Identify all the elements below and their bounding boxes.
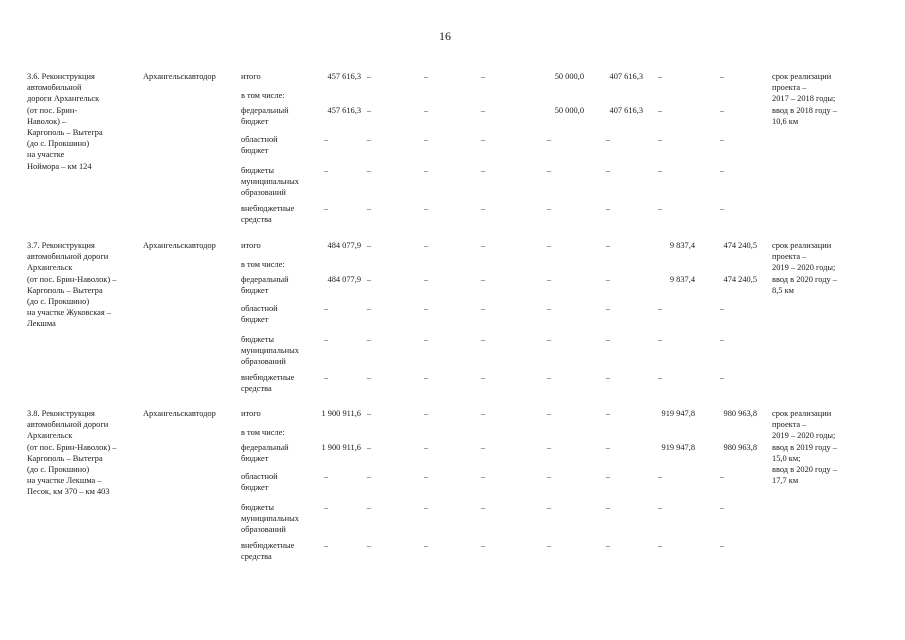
amount-cell: – xyxy=(423,503,429,512)
funding-source-label: средства xyxy=(241,384,272,394)
amount-cell: – xyxy=(605,443,611,452)
amount-cell: – xyxy=(605,541,611,550)
amount-cell: – xyxy=(423,373,429,382)
amount-cell: 407 616,3 xyxy=(609,106,643,115)
note-line: ввод в 2020 году – xyxy=(772,274,837,284)
funding-source-label: бюджет xyxy=(241,315,269,325)
funding-source-label: образований xyxy=(241,188,286,198)
amount-cell: – xyxy=(323,472,329,481)
funding-source-label: средства xyxy=(241,215,272,225)
project-title-line: Песок, км 370 – км 403 xyxy=(27,487,110,497)
amount-cell: – xyxy=(605,304,611,313)
funding-source-label: бюджет xyxy=(241,454,269,464)
amount-cell: – xyxy=(423,106,429,115)
amount-cell: – xyxy=(480,335,486,344)
amount-cell: – xyxy=(657,304,663,313)
amount-cell: – xyxy=(605,503,611,512)
amount-cell: 50 000,0 xyxy=(554,106,584,115)
amount-cell: – xyxy=(366,541,372,550)
amount-cell: – xyxy=(423,241,429,250)
amount-cell: 457 616,3 xyxy=(327,106,361,115)
project-title-line: на участке xyxy=(27,150,65,160)
amount-cell: – xyxy=(719,373,725,382)
amount-cell: – xyxy=(546,204,552,213)
amount-cell: – xyxy=(657,166,663,175)
amount-cell: – xyxy=(423,166,429,175)
note-line: 17,7 км xyxy=(772,476,799,486)
amount-cell: – xyxy=(719,472,725,481)
amount-cell: 9 837,4 xyxy=(669,275,695,284)
amount-cell: – xyxy=(719,541,725,550)
amount-cell: – xyxy=(480,472,486,481)
amount-cell: – xyxy=(480,166,486,175)
amount-cell: – xyxy=(323,373,329,382)
amount-cell: – xyxy=(366,335,372,344)
project-title-line: на участке Лекшма – xyxy=(27,476,102,486)
project-title-line: Каргополь – Вытегра xyxy=(27,285,103,295)
amount-cell: – xyxy=(657,204,663,213)
amount-cell: 1 900 911,6 xyxy=(321,443,361,452)
amount-cell: – xyxy=(366,135,372,144)
amount-cell: – xyxy=(366,472,372,481)
funding-source-label: итого xyxy=(241,409,261,418)
amount-cell: – xyxy=(480,541,486,550)
amount-cell: 484 077,9 xyxy=(327,275,361,284)
executor: Архангельскавтодор xyxy=(143,409,216,418)
project-title-line: автомобильной дороги xyxy=(27,420,109,430)
project-title-line: (от пос. Брин-Наволок) – xyxy=(27,442,117,452)
note-line: 10,6 км xyxy=(772,116,799,126)
amount-cell: – xyxy=(423,472,429,481)
funding-source-label: федеральный xyxy=(241,275,289,284)
amount-cell: 474 240,5 xyxy=(723,241,757,250)
amount-cell: – xyxy=(423,443,429,452)
project-title-line: Архангельск xyxy=(27,431,73,441)
project-title-line: 3.7. Реконструкция xyxy=(27,241,95,250)
amount-cell: – xyxy=(366,373,372,382)
project-title-line: (до с. Прокшино) xyxy=(27,465,90,474)
funding-source-label: бюджет xyxy=(241,483,269,493)
funding-source-label: федеральный xyxy=(241,443,289,452)
amount-cell: – xyxy=(323,335,329,344)
amount-cell: – xyxy=(605,135,611,144)
amount-cell: – xyxy=(546,166,552,175)
amount-cell: 50 000,0 xyxy=(554,72,584,81)
amount-cell: – xyxy=(546,304,552,313)
amount-cell: – xyxy=(366,106,372,115)
funding-source-label: образований xyxy=(241,357,286,367)
project-title-line: Каргополь – Вытегра xyxy=(27,453,103,463)
amount-cell: – xyxy=(657,106,663,115)
amount-cell: 1 900 911,6 xyxy=(321,409,361,418)
amount-cell: – xyxy=(546,275,552,284)
amount-cell: – xyxy=(423,541,429,550)
amount-cell: – xyxy=(657,335,663,344)
funding-source-label: областной xyxy=(241,135,278,144)
note-line: 15,0 км; xyxy=(772,453,801,463)
amount-cell: – xyxy=(657,503,663,512)
amount-cell: – xyxy=(323,204,329,213)
project-title-line: (от пос. Брин- xyxy=(27,105,78,115)
amount-cell: – xyxy=(366,166,372,175)
project-title-line: 3.8. Реконструкция xyxy=(27,409,95,418)
amount-cell: 407 616,3 xyxy=(609,72,643,81)
amount-cell: – xyxy=(480,72,486,81)
amount-cell: – xyxy=(366,241,372,250)
amount-cell: – xyxy=(480,135,486,144)
amount-cell: – xyxy=(657,135,663,144)
amount-cell: – xyxy=(366,204,372,213)
amount-cell: – xyxy=(657,72,663,81)
amount-cell: – xyxy=(719,204,725,213)
executor: Архангельскавтодор xyxy=(143,241,216,250)
amount-cell: – xyxy=(323,135,329,144)
amount-cell: – xyxy=(366,72,372,81)
amount-cell: 919 947,8 xyxy=(661,409,695,418)
amount-cell: – xyxy=(423,204,429,213)
funding-source-label: в том числе: xyxy=(241,428,285,437)
amount-cell: – xyxy=(323,503,329,512)
project-title-line: (от пос. Брин-Наволок) – xyxy=(27,274,117,284)
note-line: ввод в 2018 году – xyxy=(772,105,837,115)
amount-cell: – xyxy=(546,135,552,144)
amount-cell: – xyxy=(480,503,486,512)
amount-cell: – xyxy=(366,443,372,452)
amount-cell: – xyxy=(546,541,552,550)
funding-source-label: внебюджетные xyxy=(241,204,295,213)
note-line: 2017 – 2018 годы; xyxy=(772,94,836,104)
amount-cell: 457 616,3 xyxy=(327,72,361,81)
amount-cell: – xyxy=(423,275,429,284)
amount-cell: – xyxy=(605,275,611,284)
amount-cell: – xyxy=(546,503,552,512)
note-line: срок реализации xyxy=(772,72,832,81)
page-number: 16 xyxy=(439,29,451,43)
funding-source-label: областной xyxy=(241,472,278,481)
funding-source-label: бюджет xyxy=(241,117,269,127)
amount-cell: – xyxy=(657,541,663,550)
note-line: ввод в 2020 году – xyxy=(772,465,837,474)
funding-source-label: бюджеты xyxy=(241,503,275,512)
amount-cell: – xyxy=(719,335,725,344)
funding-source-label: областной xyxy=(241,304,278,313)
amount-cell: – xyxy=(719,304,725,313)
amount-cell: – xyxy=(605,409,611,418)
project-title-line: дороги Архангельск xyxy=(27,94,100,104)
amount-cell: – xyxy=(323,166,329,175)
note-line: проекта – xyxy=(772,420,807,430)
amount-cell: – xyxy=(546,409,552,418)
amount-cell: – xyxy=(480,373,486,382)
note-line: 2019 – 2020 годы; xyxy=(772,431,836,441)
amount-cell: – xyxy=(605,204,611,213)
note-line: проекта – xyxy=(772,252,807,262)
amount-cell: – xyxy=(719,166,725,175)
amount-cell: – xyxy=(546,443,552,452)
amount-cell: – xyxy=(366,275,372,284)
project-title-line: Наволок) – xyxy=(27,116,67,126)
amount-cell: – xyxy=(719,135,725,144)
funding-source-label: образований xyxy=(241,525,286,535)
amount-cell: – xyxy=(546,241,552,250)
project-title-line: (до с. Прокшино) xyxy=(27,139,90,149)
note-line: проекта – xyxy=(772,83,807,93)
amount-cell: – xyxy=(323,304,329,313)
project-title-line: Ноймора – км 124 xyxy=(27,161,92,171)
note-line: срок реализации xyxy=(772,409,832,418)
amount-cell: – xyxy=(423,135,429,144)
project-title-line: (до с. Прокшино) xyxy=(27,297,90,306)
amount-cell: – xyxy=(423,335,429,344)
amount-cell: 919 947,8 xyxy=(661,443,695,452)
amount-cell: – xyxy=(480,443,486,452)
amount-cell: – xyxy=(657,373,663,382)
project-title-line: Каргополь – Вытегра xyxy=(27,128,103,137)
project-title-line: Лекшма xyxy=(27,319,56,329)
funding-source-label: муниципальных xyxy=(241,346,299,356)
amount-cell: 9 837,4 xyxy=(669,241,695,250)
amount-cell: – xyxy=(546,373,552,382)
funding-source-label: итого xyxy=(241,241,261,250)
amount-cell: – xyxy=(719,106,725,115)
project-title-line: Архангельск xyxy=(27,263,73,273)
amount-cell: – xyxy=(605,335,611,344)
amount-cell: – xyxy=(366,409,372,418)
executor: Архангельскавтодор xyxy=(143,72,216,81)
funding-source-label: бюджет xyxy=(241,286,269,296)
project-title-line: на участке Жуковская – xyxy=(27,308,111,318)
amount-cell: – xyxy=(546,335,552,344)
amount-cell: – xyxy=(605,373,611,382)
amount-cell: – xyxy=(546,472,552,481)
amount-cell: – xyxy=(605,472,611,481)
funding-source-label: бюджеты xyxy=(241,166,275,175)
amount-cell: 474 240,5 xyxy=(723,275,757,284)
note-line: 2019 – 2020 годы; xyxy=(772,263,836,273)
amount-cell: 484 077,9 xyxy=(327,241,361,250)
amount-cell: – xyxy=(605,241,611,250)
amount-cell: – xyxy=(480,304,486,313)
funding-source-label: средства xyxy=(241,552,272,562)
funding-source-label: внебюджетные xyxy=(241,541,295,550)
amount-cell: – xyxy=(423,409,429,418)
amount-cell: – xyxy=(605,166,611,175)
amount-cell: 980 963,8 xyxy=(723,443,757,452)
funding-source-label: внебюджетные xyxy=(241,373,295,382)
amount-cell: – xyxy=(480,106,486,115)
funding-source-label: бюджет xyxy=(241,146,269,156)
funding-source-label: в том числе: xyxy=(241,260,285,269)
amount-cell: – xyxy=(657,472,663,481)
funding-source-label: федеральный xyxy=(241,106,289,115)
amount-cell: – xyxy=(423,304,429,313)
amount-cell: – xyxy=(366,304,372,313)
amount-cell: – xyxy=(423,72,429,81)
note-line: срок реализации xyxy=(772,241,832,250)
funding-source-label: в том числе: xyxy=(241,91,285,100)
amount-cell: – xyxy=(480,241,486,250)
project-title-line: 3.6. Реконструкция xyxy=(27,72,95,81)
amount-cell: – xyxy=(719,72,725,81)
amount-cell: – xyxy=(719,503,725,512)
amount-cell: – xyxy=(480,409,486,418)
amount-cell: – xyxy=(323,541,329,550)
note-line: ввод в 2019 году – xyxy=(772,442,837,452)
funding-source-label: бюджеты xyxy=(241,335,275,344)
funding-source-label: итого xyxy=(241,72,261,81)
project-title-line: автомобильной xyxy=(27,83,82,93)
note-line: 8,5 км xyxy=(772,285,794,295)
amount-cell: 980 963,8 xyxy=(723,409,757,418)
amount-cell: – xyxy=(480,204,486,213)
amount-cell: – xyxy=(480,275,486,284)
project-title-line: автомобильной дороги xyxy=(27,252,109,262)
funding-source-label: муниципальных xyxy=(241,177,299,187)
amount-cell: – xyxy=(366,503,372,512)
funding-source-label: муниципальных xyxy=(241,514,299,524)
